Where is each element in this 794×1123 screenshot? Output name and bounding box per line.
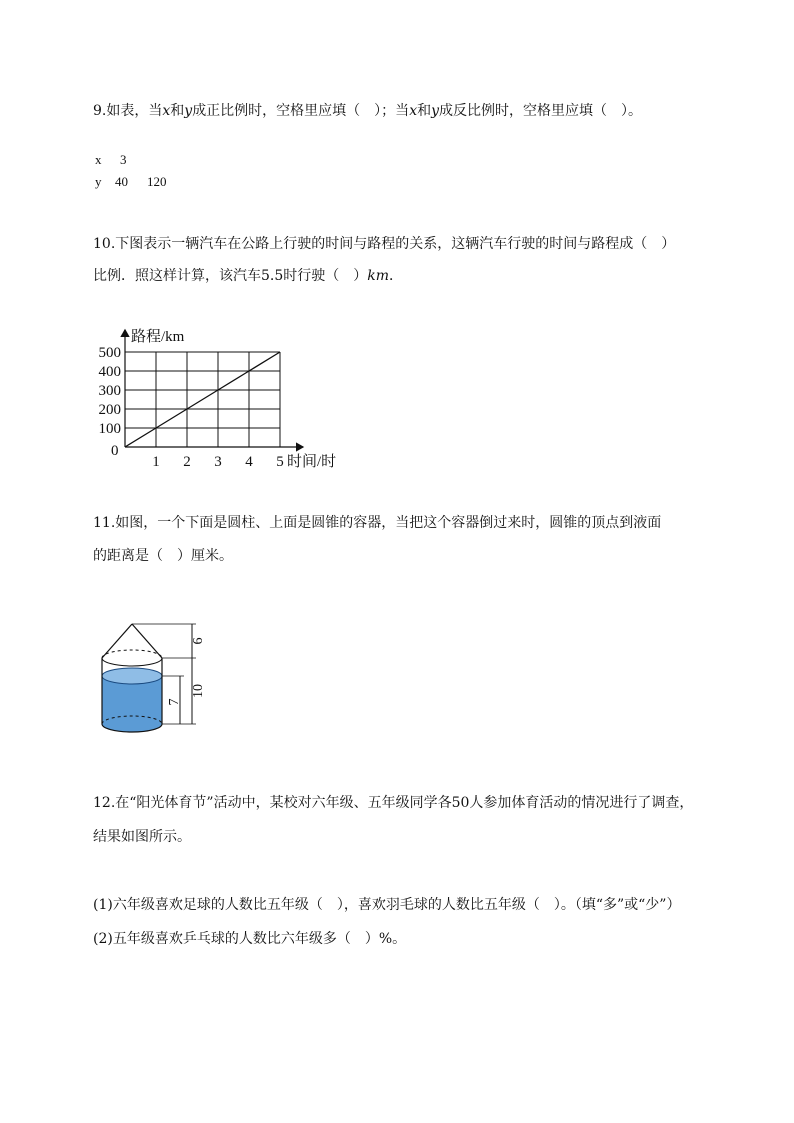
y-tick-label: 100 [98,421,121,437]
series-line [125,352,280,447]
cone-right-edge [132,624,162,658]
q10-text: 比例．照这样计算，该汽车5.5时行驶（ ） [93,268,368,284]
q11-line2: 的距离是（ ）厘米。 [93,548,233,564]
q12-line2: 结果如图所示。 [93,829,191,845]
x-axis-label: 时间/时 [287,454,337,470]
q9-text: 成反比例时，空格里应填（ ）。 [439,103,643,119]
q11-line1: 11.如图，一个下面是圆柱、上面是圆锥的容器，当把这个容器倒过来时，圆锥的顶点到液面 [93,515,662,531]
liquid-height-label: 7 [167,698,182,706]
q10-line1: 10.下图表示一辆汽车在公路上行驶的时间与路程的关系，这辆汽车行驶的时间与路程成（ ） [93,236,676,252]
y-axis-label: 路程/km [131,329,185,345]
y-tick-label: 200 [98,402,121,418]
cylinder-top-back [102,650,162,658]
x-tick-label: 3 [214,454,222,470]
q10-text: ． [389,268,404,284]
cone-height-label: 6 [191,637,206,645]
table-cell: 3 [120,152,127,167]
y-tick-label: 400 [98,364,121,380]
y-tick-labels [99,345,122,437]
q9-table [93,150,293,190]
var-y: y [184,103,193,119]
q9-text: 9.如表，当 [93,103,163,119]
y-tick-label: 500 [98,345,121,361]
origin-label: 0 [111,443,119,459]
table-cell: 40 [115,174,128,189]
table-row-y-label: y [95,174,102,189]
var-x: x [162,103,171,119]
x-tick-label: 1 [152,454,160,470]
q12-sub2: (2)五年级喜欢乒乓球的人数比六年级多（ ）%。 [93,931,407,947]
q9-text: 成正比例时，空格里应填（ ）；当 [192,103,410,119]
q9-text: 和 [417,103,432,119]
q9-text: 和 [170,103,185,119]
table-cell: 120 [147,174,167,189]
y-tick-label: 300 [98,383,121,399]
q12-line1: 12.在“阳光体育节”活动中，某校对六年级、五年级同学各50人参加体育活动的情况进行了调查， [93,795,694,811]
var-x: x [409,103,418,119]
table-row-x-label: x [95,152,102,167]
q9-question [93,102,642,120]
container-figure [92,616,212,741]
x-tick-label: 4 [245,454,253,470]
x-tick-label: 5 [276,454,284,470]
unit-km: km [367,268,390,284]
cylinder-top-front [102,658,162,666]
q10-line2 [93,267,403,285]
cylinder-height-label: 10 [191,684,206,698]
graph-series [125,352,280,447]
liquid-surface [102,668,162,684]
distance-time-graph [85,322,355,472]
q12-sub1: (1)六年级喜欢足球的人数比五年级（ ），喜欢羽毛球的人数比五年级（ ）。（填“多”或“少”） [93,897,681,913]
var-y: y [431,103,440,119]
cone-left-edge [102,624,132,658]
x-tick-labels [152,454,284,470]
x-tick-label: 2 [183,454,191,470]
